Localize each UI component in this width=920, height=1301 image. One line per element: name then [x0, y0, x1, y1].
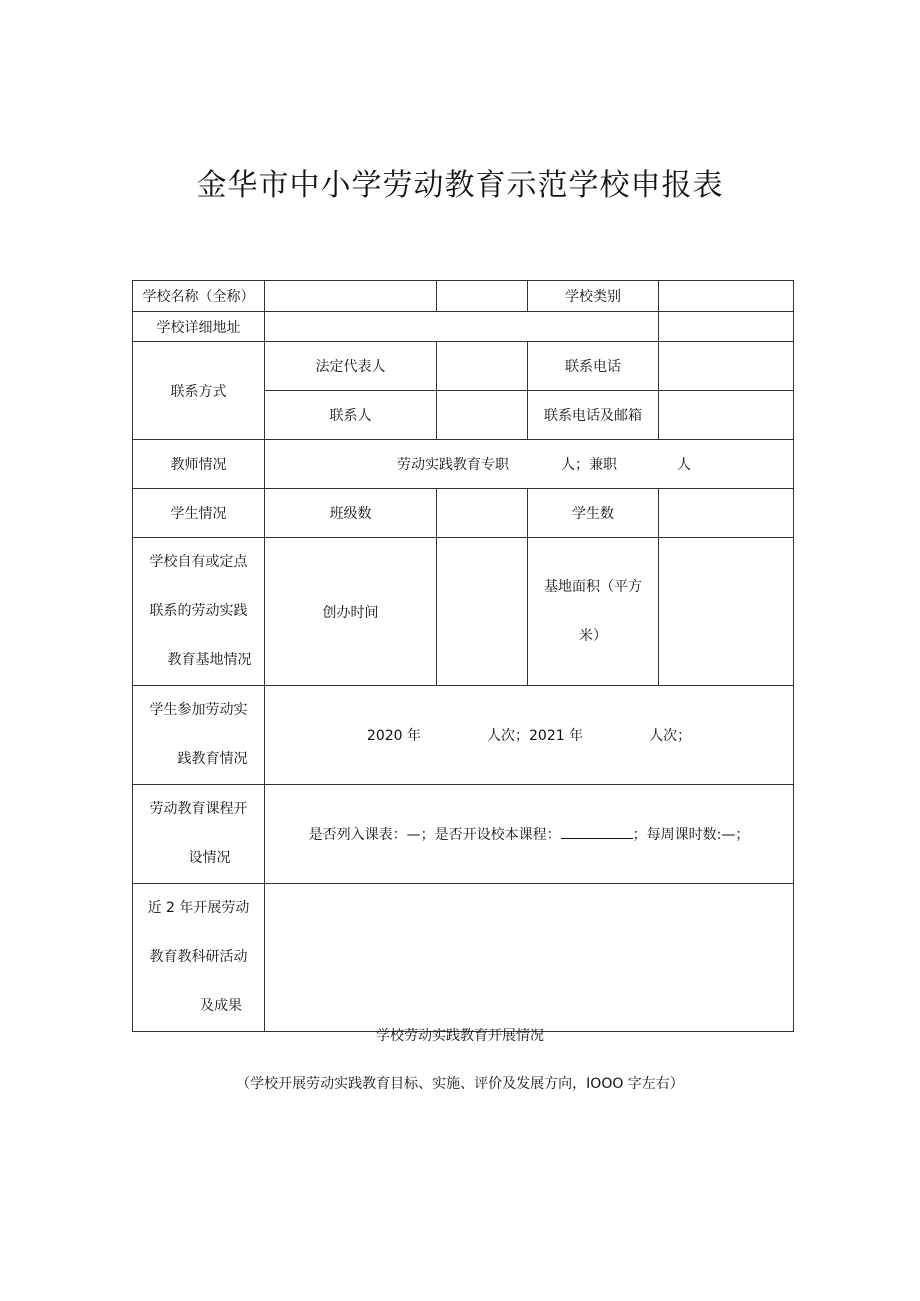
teachers-full-time-text: 劳动实践教育专职: [397, 457, 509, 473]
section-note: （学校开展劳动实践教育目标、实施、评价及发展方向，IOOO 字左右）: [236, 1076, 684, 1092]
participation-field[interactable]: [265, 686, 794, 785]
phone-email-label: 联系电话及邮箱: [528, 391, 659, 440]
teachers-person-end: 人: [677, 457, 691, 473]
founded-label: 创办时间: [265, 538, 437, 686]
row-research: [133, 884, 794, 1032]
teachers-field[interactable]: [265, 440, 794, 489]
participation-label-line2: 践教育情况: [177, 751, 248, 767]
base-label-line1: 学校自有或定点: [149, 554, 248, 570]
research-label-line2: 教育教科研活动: [149, 949, 248, 965]
student-count-label: 学生数: [528, 489, 659, 538]
row-students: [133, 489, 794, 538]
school-name-field-extra[interactable]: [437, 281, 528, 312]
weekly-hours-text: ；每周课时数:—；: [632, 827, 750, 843]
address-field[interactable]: [265, 312, 659, 342]
legal-rep-label: 法定代表人: [265, 342, 437, 391]
research-label: [133, 884, 265, 1032]
phone-email-field[interactable]: [659, 391, 794, 440]
course-field[interactable]: [265, 785, 794, 884]
founded-field[interactable]: [437, 538, 528, 686]
research-field[interactable]: [265, 884, 794, 1032]
class-count-field[interactable]: [437, 489, 528, 538]
base-label: [133, 538, 265, 686]
row-address: [133, 312, 794, 342]
contact-phone-label: 联系电话: [528, 342, 659, 391]
participation-label-line1: 学生参加劳动实: [149, 702, 248, 718]
year-2020-text: 2020 年: [366, 728, 421, 744]
course-label-line1: 劳动教育课程开: [149, 801, 248, 817]
base-label-line2: 联系的劳动实践: [149, 603, 248, 619]
contact-person-label: 联系人: [265, 391, 437, 440]
application-form-table: [132, 280, 794, 1032]
school-type-field[interactable]: [659, 281, 794, 312]
course-label-line2: 设情况: [188, 850, 231, 866]
address-field-extra[interactable]: [659, 312, 794, 342]
school-course-blank[interactable]: [561, 826, 633, 839]
participation-label: [133, 686, 265, 785]
contact-label: 联系方式: [133, 342, 265, 440]
year-2021-text: 人次；2021 年: [487, 728, 584, 744]
school-name-label: 学校名称（全称）: [133, 281, 265, 312]
row-school-name: [133, 281, 794, 312]
students-label: 学生情况: [133, 489, 265, 538]
times-end-text: 人次；: [649, 728, 692, 744]
area-label: [528, 538, 659, 686]
class-count-label: 班级数: [265, 489, 437, 538]
base-label-line3: 教育基地情况: [167, 652, 252, 668]
area-label-line2: 米）: [579, 627, 607, 644]
area-field[interactable]: [659, 538, 794, 686]
course-label: [133, 785, 265, 884]
research-label-line1: 近 2 年开展劳动: [147, 900, 250, 916]
legal-rep-field[interactable]: [437, 342, 528, 391]
school-name-field[interactable]: [265, 281, 437, 312]
row-contact-legal: [133, 342, 794, 391]
area-label-line1: 基地面积（平方: [544, 578, 642, 595]
school-type-label: 学校类别: [528, 281, 659, 312]
teachers-label: 教师情况: [133, 440, 265, 489]
row-participation: [133, 686, 794, 785]
contact-phone-field[interactable]: [659, 342, 794, 391]
address-label: 学校详细地址: [133, 312, 265, 342]
section-title: 学校劳动实践教育开展情况: [376, 1028, 544, 1044]
contact-person-field[interactable]: [437, 391, 528, 440]
row-teachers: [133, 440, 794, 489]
row-course: [133, 785, 794, 884]
course-schedule-text: 是否列入课表：—；是否开设校本课程：: [308, 827, 561, 843]
research-label-line3: 及成果: [200, 998, 242, 1014]
page-title: 金华市中小学劳动教育示范学校申报表: [196, 168, 724, 203]
row-base: [133, 538, 794, 686]
teachers-part-time-text: 人；兼职: [561, 457, 617, 473]
student-count-field[interactable]: [659, 489, 794, 538]
